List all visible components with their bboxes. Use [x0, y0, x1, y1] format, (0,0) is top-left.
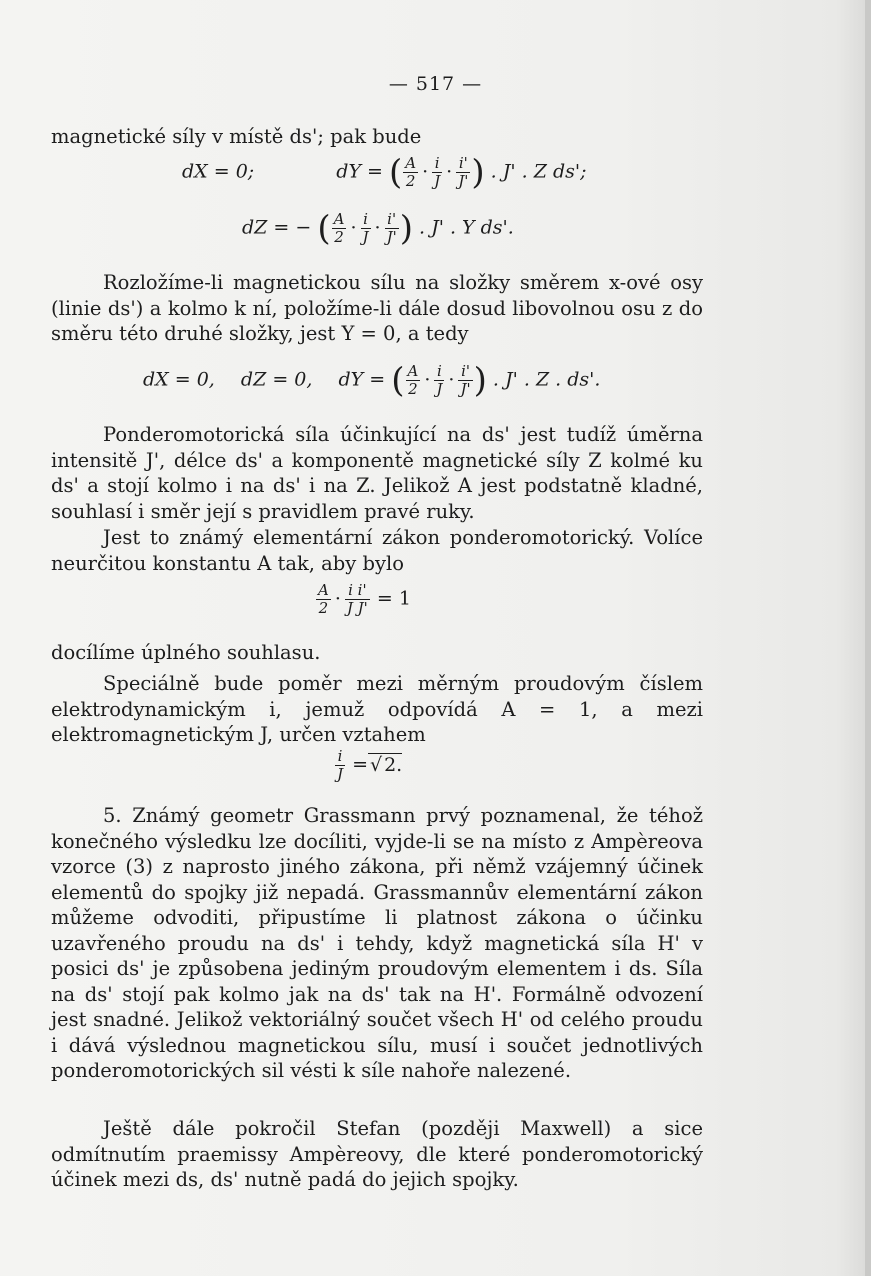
- paragraph-6: 5. Známý geometr Grassmann prvý poznamenal, že téhož konečného výsledku lze docíliti, vyjde-li se na místo z Ampèreova vzorce (3) z naprosto jiného zákona, při němž vzájemný účinek elementů do spojky již nepadá. Grassmannův elementární zákon můžeme odvoditi, připustíme li platnost zákona o účinku uzavřeného proudu na ds' i tehdy, když magnetická síla H' v posici ds' je způsobena jediným proudovým elementem i ds. Síla na ds' stojí pak kolmo jak na ds' tak na H'. Formálně odvození jest snadné. Jelikož vektoriálný součet všech H' od celého proudu i dává výslednou magnetickou sílu, musí i součet jednotlivých ponderomotorických sil vésti k síle nahoře nalezené.: [51, 804, 703, 1082]
- paragraph-5: Speciálně bude poměr mezi měrným proudovým číslem elektrodynamickým i, jemuž odpovídá A = 1, a mezi elektromagnetickým J, určen vztahem: [51, 672, 703, 746]
- paragraph-4: docílíme úplného souhlasu.: [51, 641, 321, 664]
- eq1-dy-lhs: dY =: [336, 160, 383, 183]
- eq3-dy-rhs: . J' . Z . ds'.: [492, 368, 601, 391]
- eq1-dy-rhs: . J' . Z ds';: [490, 160, 587, 183]
- eq3-dy-lhs: dY =: [338, 368, 386, 391]
- paragraph-3: Jest to známý elementární zákon ponderomotorický. Volíce neurčitou konstantu A tak, aby bylo: [51, 526, 703, 575]
- page-number: — 517 —: [388, 73, 483, 95]
- eq3-dx: dX = 0,: [143, 368, 215, 391]
- equation-2: dZ = − ( $\frac{A}{2}$ · $\frac{i}{J}$ · $\frac{i'}{J'}$ ) . J' . Y ds'.: [242, 208, 514, 249]
- fraction-a-2: $\frac{A}{2}$: [405, 154, 417, 190]
- sqrt-sign: √: [369, 753, 383, 776]
- eq2-dz-rhs: . J' . Y ds'.: [419, 216, 514, 239]
- eq1-dx: dX = 0;: [182, 160, 255, 183]
- paragraph-7: Ještě dále pokročil Stefan (později Maxwell) a sice odmítnutím praemissy Ampèreovy, dle které ponderomotorický účinek mezi ds, ds' nutně padá do jejich spojky.: [51, 1117, 703, 1191]
- fraction-ip-jp: $\frac{i'}{J'}$: [458, 154, 469, 190]
- page-edge-shadow: [865, 0, 871, 1276]
- paragraph-2: Ponderomotorická síla účinkující na ds' jest tudíž úměrna intensitě J', délce ds' a komponentě magnetické síly Z kolmé ku ds' a stojí kolmo i na ds' i na Z. Jelikož A jest podstatně kladné, souhlasí i směr její s pravidlem pravé ruky.: [51, 423, 703, 523]
- equation-4: $\frac{A}{2}$ · $\frac{\text{i i'}}{\text{J J'}}$ = 1: [318, 581, 411, 617]
- eq3-dz: dZ = 0,: [240, 368, 313, 391]
- fraction-i-j: $\frac{i}{J}$: [434, 154, 441, 190]
- equation-5: $\frac{i}{J}$ = √ 2.: [337, 747, 403, 783]
- equation-3: dX = 0, dZ = 0, dY = ( $\frac{A}{2}$ · $\frac{i}{J}$ · $\frac{i'}{J'}$ ) . J' . Z . ds'.: [143, 360, 601, 401]
- eq4-rhs: = 1: [376, 587, 411, 610]
- eq2-dz-lhs: dZ = −: [242, 216, 312, 239]
- intro-line: magnetické síly v místě ds'; pak bude: [51, 125, 422, 148]
- paren-close: ): [471, 152, 485, 193]
- paren-open: (: [389, 152, 403, 193]
- equation-1: dX = 0; dY = ( $\frac{A}{2}$ · $\frac{i}{J}$ · $\frac{i'}{J'}$ ) . J' . Z ds';: [182, 152, 587, 193]
- paragraph-1: Rozložíme-li magnetickou sílu na složky směrem x-ové osy (linie ds') a kolmo k ní, položíme-li dále dosud libovolnou osu z do směru této druhé složky, jest Y = 0, a tedy: [51, 271, 703, 345]
